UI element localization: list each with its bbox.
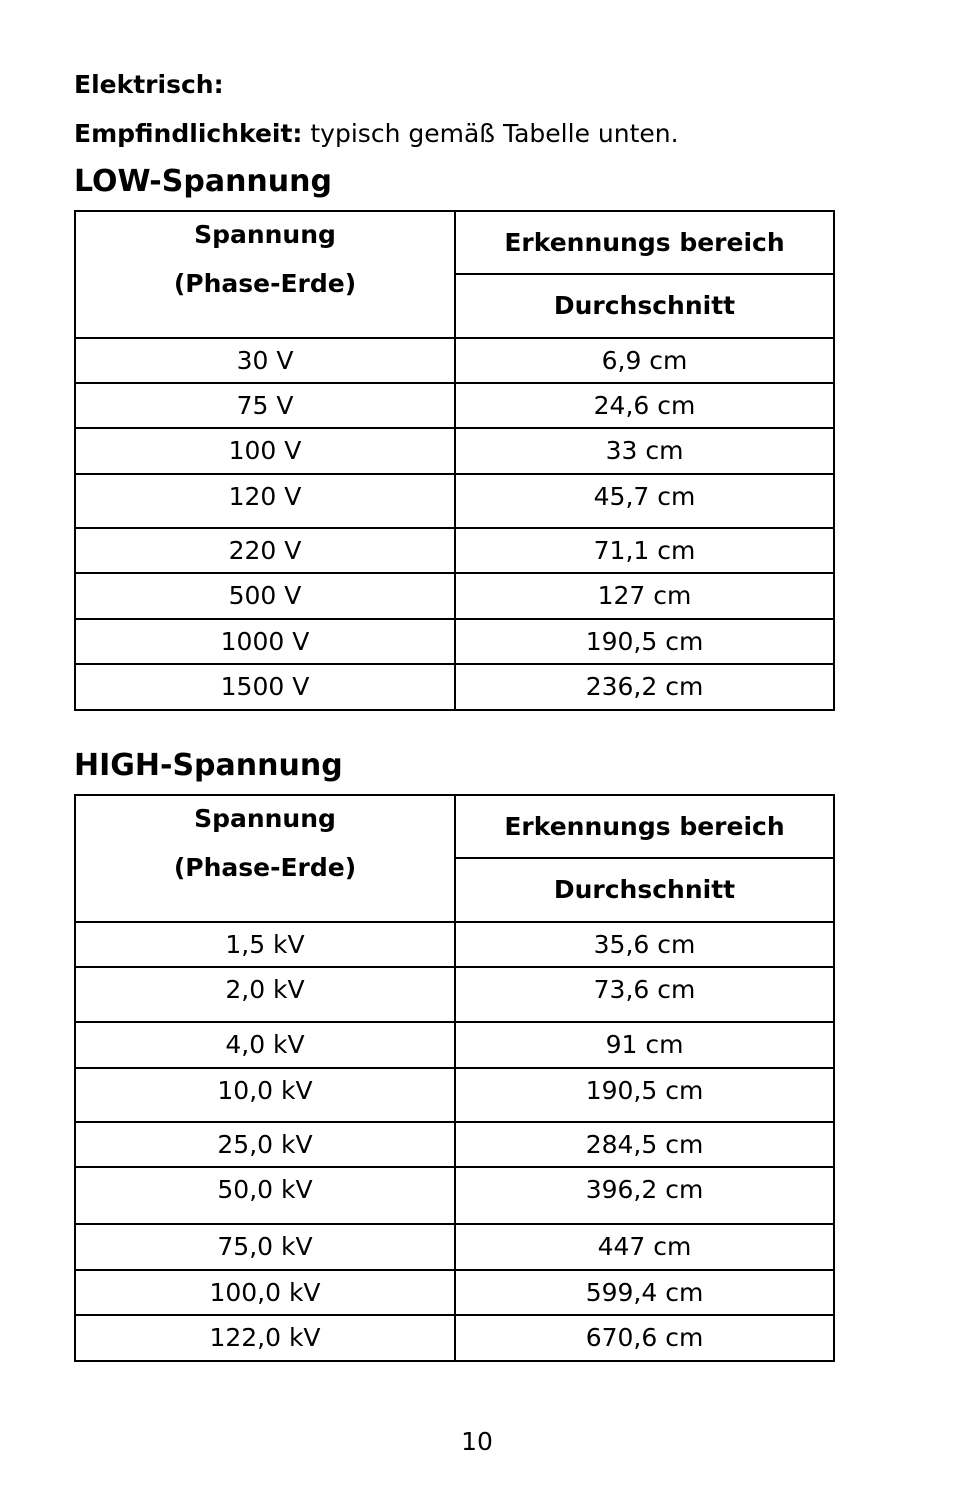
high-header-average: Durchschnitt (455, 858, 834, 922)
range-cell: 670,6 cm (455, 1315, 834, 1361)
range-cell: 236,2 cm (455, 664, 834, 710)
range-cell: 73,6 cm (455, 967, 834, 1022)
range-cell: 45,7 cm (455, 474, 834, 528)
table-row (75, 528, 834, 573)
low-voltage-title: LOW-Spannung (74, 164, 332, 199)
voltage-cell: 120 V (75, 474, 455, 528)
table-row (75, 383, 834, 428)
low-header-voltage-line1: Spannung (194, 220, 336, 249)
high-header-range: Erkennungs bereich (455, 795, 834, 858)
table-row (75, 1022, 834, 1068)
high-voltage-title: HIGH-Spannung (74, 748, 343, 783)
voltage-cell: 1500 V (75, 664, 455, 710)
table-row (75, 967, 834, 1022)
voltage-cell: 1000 V (75, 619, 455, 664)
range-cell: 447 cm (455, 1224, 834, 1270)
voltage-cell: 100,0 kV (75, 1270, 455, 1315)
high-header-voltage (75, 795, 455, 922)
voltage-cell: 30 V (75, 338, 455, 383)
table-row (75, 338, 834, 383)
section-heading-elektrisch: Elektrisch: (74, 70, 224, 99)
range-cell: 71,1 cm (455, 528, 834, 573)
sensitivity-label: Empfindlichkeit: (74, 119, 303, 148)
table-row (75, 1167, 834, 1224)
table-row (75, 1224, 834, 1270)
voltage-cell: 10,0 kV (75, 1068, 455, 1122)
sensitivity-line (74, 117, 679, 151)
range-cell: 127 cm (455, 573, 834, 619)
low-voltage-table (74, 210, 835, 711)
table-row (75, 1315, 834, 1361)
voltage-cell: 220 V (75, 528, 455, 573)
range-cell: 284,5 cm (455, 1122, 834, 1167)
table-row (75, 664, 834, 710)
voltage-cell: 75 V (75, 383, 455, 428)
low-header-voltage-line2: (Phase-Erde) (173, 269, 357, 298)
voltage-cell: 75,0 kV (75, 1224, 455, 1270)
table-row (75, 573, 834, 619)
table-row (75, 1122, 834, 1167)
low-header-average: Durchschnitt (455, 274, 834, 338)
range-cell: 190,5 cm (455, 1068, 834, 1122)
voltage-cell: 100 V (75, 428, 455, 474)
range-cell: 6,9 cm (455, 338, 834, 383)
range-cell: 396,2 cm (455, 1167, 834, 1224)
high-header-voltage-line1: Spannung (194, 804, 336, 833)
voltage-cell: 2,0 kV (75, 967, 455, 1022)
voltage-cell: 500 V (75, 573, 455, 619)
table-row (75, 474, 834, 528)
high-header-voltage-line2: (Phase-Erde) (173, 853, 357, 882)
high-voltage-table (74, 794, 835, 1362)
range-cell: 91 cm (455, 1022, 834, 1068)
table-row (75, 1068, 834, 1122)
voltage-cell: 122,0 kV (75, 1315, 455, 1361)
table-row (75, 922, 834, 967)
range-cell: 33 cm (455, 428, 834, 474)
table-row (75, 428, 834, 474)
voltage-cell: 1,5 kV (75, 922, 455, 967)
voltage-cell: 25,0 kV (75, 1122, 455, 1167)
low-header-range: Erkennungs bereich (455, 211, 834, 274)
table-row (75, 619, 834, 664)
voltage-cell: 4,0 kV (75, 1022, 455, 1068)
range-cell: 35,6 cm (455, 922, 834, 967)
range-cell: 599,4 cm (455, 1270, 834, 1315)
range-cell: 190,5 cm (455, 619, 834, 664)
table-row (75, 1270, 834, 1315)
voltage-cell: 50,0 kV (75, 1167, 455, 1224)
sensitivity-text: typisch gemäß Tabelle unten. (302, 119, 679, 148)
range-cell: 24,6 cm (455, 383, 834, 428)
low-header-voltage (75, 211, 455, 338)
page-number: 10 (461, 1427, 493, 1456)
